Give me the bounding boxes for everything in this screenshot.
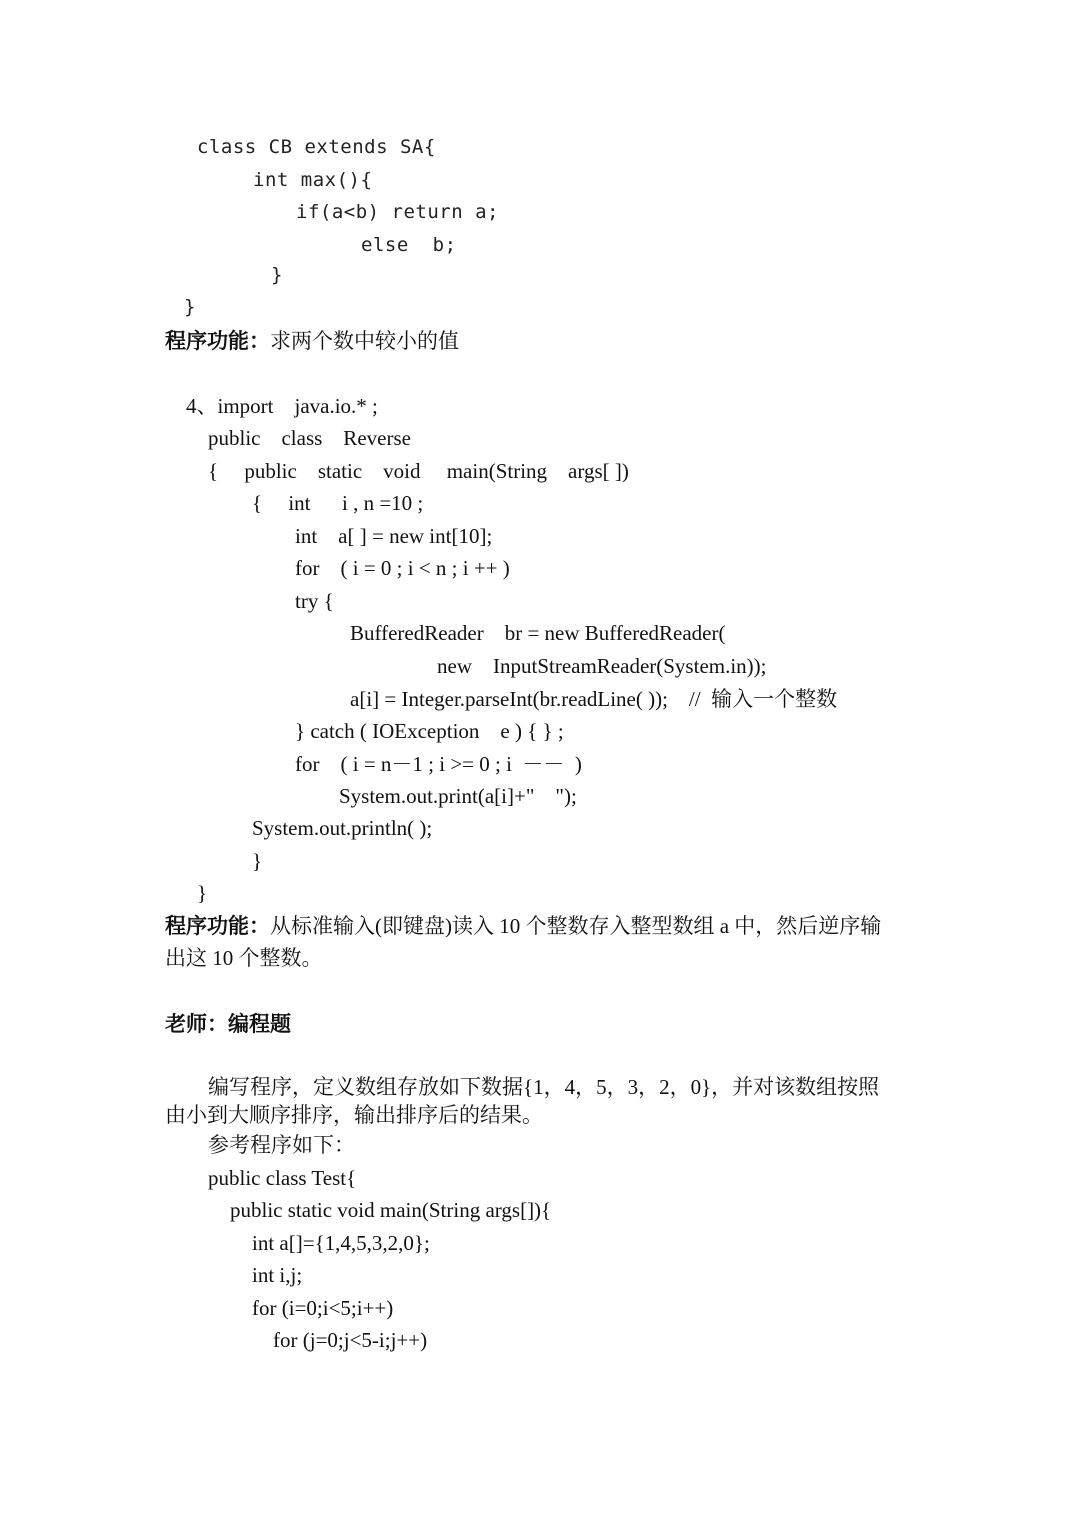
code-line: { public static void main(String args[ ]) bbox=[208, 459, 629, 483]
program-function-line bbox=[165, 325, 459, 357]
code-line: int i,j; bbox=[252, 1263, 303, 1287]
code-line: class CB extends SA{ bbox=[197, 136, 436, 158]
reference-label: 参考程序如下： bbox=[208, 1133, 355, 1157]
code-line: new InputStreamReader(System.in)); bbox=[437, 654, 767, 678]
code-line: } bbox=[184, 296, 196, 318]
program-function-label: 程序功能： bbox=[165, 329, 270, 353]
code-line: } bbox=[271, 264, 283, 286]
code-line: for (j=0;j<5-i;j++) bbox=[273, 1328, 428, 1352]
code-line: { int i , n =10 ; bbox=[252, 491, 424, 515]
section-heading: 老师：编程题 bbox=[165, 1012, 291, 1036]
code-line: public class Test{ bbox=[208, 1166, 357, 1190]
code-line: for (i=0;i<5;i++) bbox=[252, 1296, 394, 1320]
code-line: public static void main(String args[]){ bbox=[230, 1198, 552, 1222]
task-text-cont: 由小到大顺序排序，输出排序后的结果。 bbox=[165, 1103, 543, 1127]
program-function-line bbox=[165, 910, 881, 942]
code-line: if(a<b) return a; bbox=[296, 201, 499, 223]
code-line: int a[ ] = new int[10]; bbox=[295, 524, 493, 548]
code-line: } bbox=[252, 849, 263, 873]
code-line: 4、import java.io.* ; bbox=[186, 394, 378, 418]
code-line: int a[]={1,4,5,3,2,0}; bbox=[252, 1231, 430, 1255]
program-function-text: 从标准输入(即键盘)读入 10 个整数存入整型数组 a 中，然后逆序输 bbox=[270, 914, 882, 938]
program-function-label: 程序功能： bbox=[165, 914, 270, 938]
code-line: a[i] = Integer.parseInt(br.readLine( )); // 输入一个整数 bbox=[350, 687, 838, 711]
code-line: int max(){ bbox=[253, 169, 373, 191]
program-function-text-cont: 出这 10 个整数。 bbox=[165, 946, 323, 970]
code-line: System.out.println( ); bbox=[252, 816, 433, 840]
task-text: 编写程序，定义数组存放如下数据{1，4，5，3，2，0}，并对该数组按照 bbox=[208, 1075, 880, 1099]
code-line: else b; bbox=[361, 234, 457, 256]
code-line: for ( i = 0 ; i < n ; i ++ ) bbox=[295, 556, 510, 580]
program-function-text: 求两个数中较小的值 bbox=[270, 329, 459, 353]
code-line: System.out.print(a[i]+" "); bbox=[339, 784, 577, 808]
code-line: for ( i = n－1 ; i >= 0 ; i －－ ) bbox=[295, 752, 582, 776]
code-line: } bbox=[197, 881, 208, 905]
code-line: try { bbox=[295, 589, 334, 613]
code-line: BufferedReader br = new BufferedReader( bbox=[350, 621, 726, 645]
code-line: } catch ( IOException e ) { } ; bbox=[295, 719, 564, 743]
code-line: public class Reverse bbox=[208, 426, 411, 450]
